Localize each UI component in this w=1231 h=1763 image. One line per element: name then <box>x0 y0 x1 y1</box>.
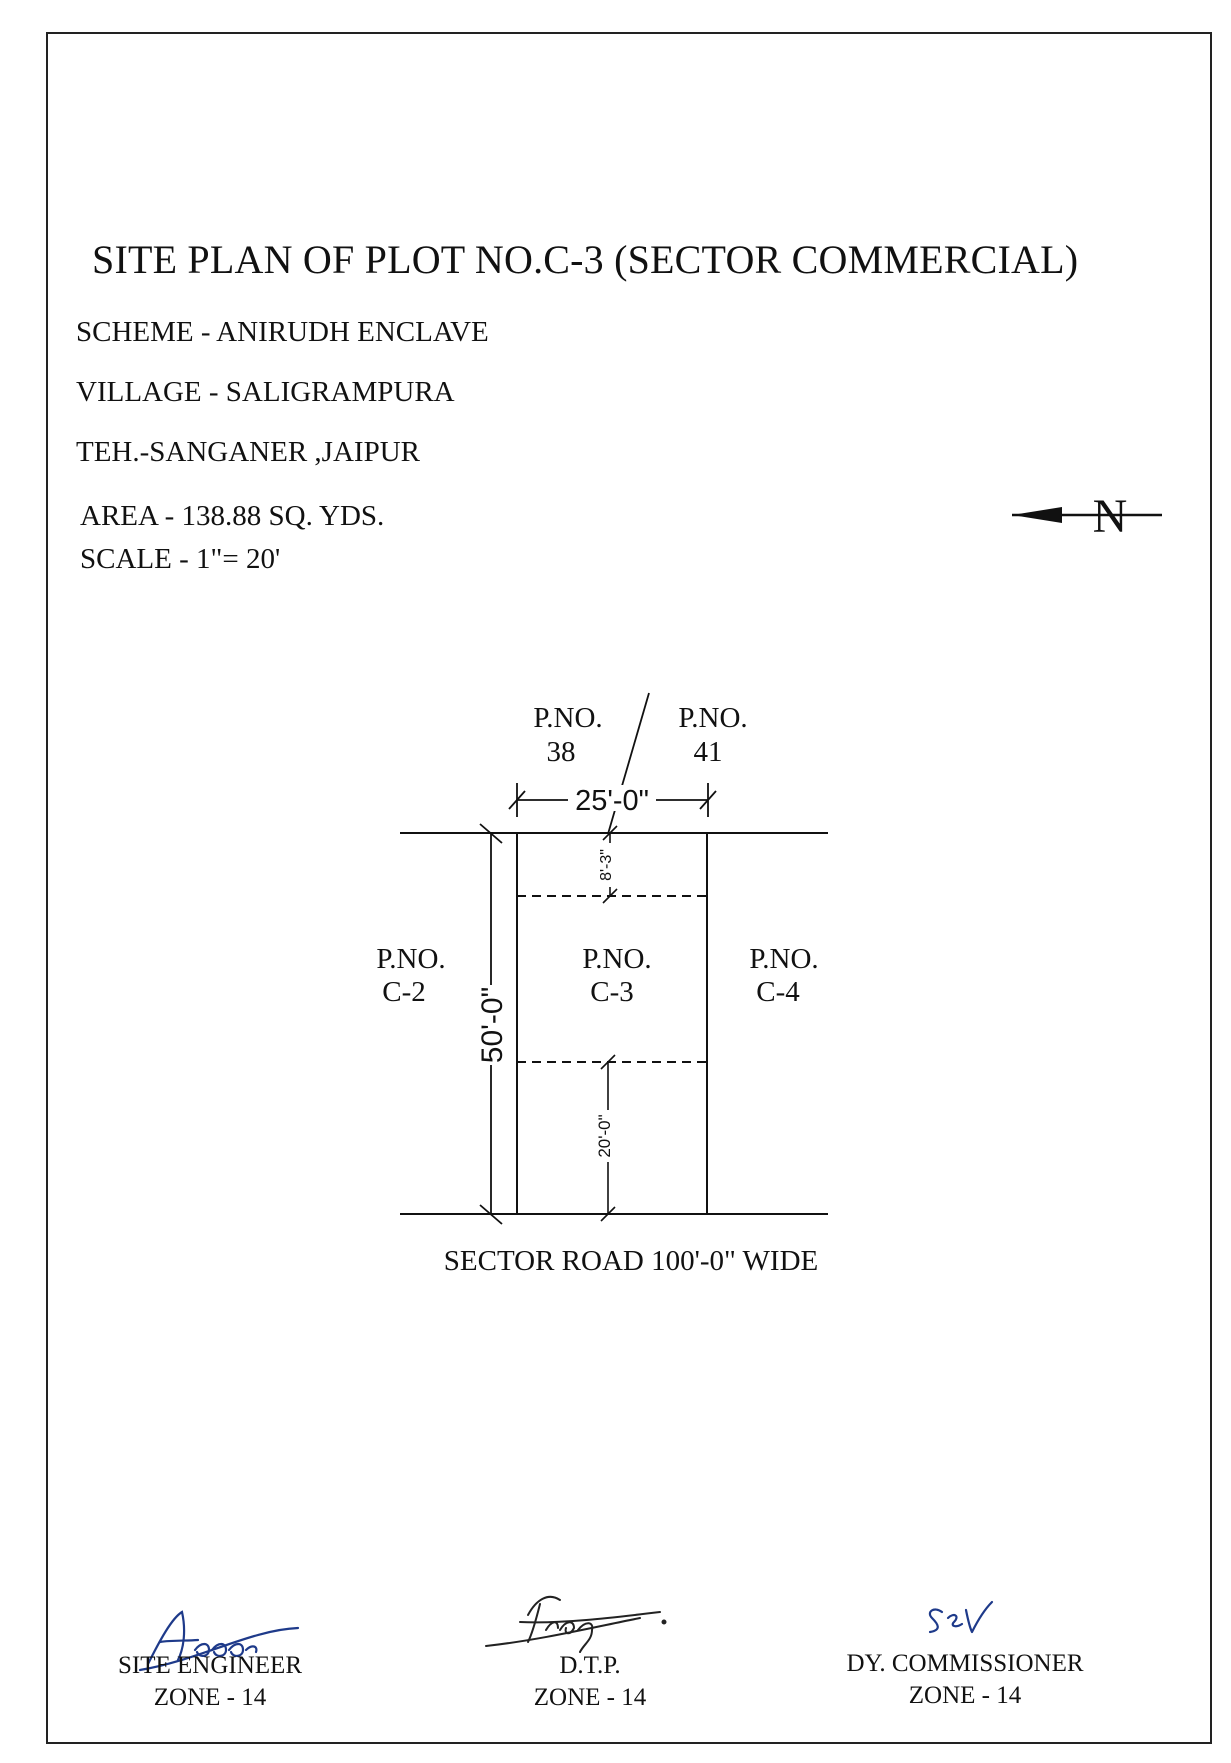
site-engineer-block <box>92 1650 328 1714</box>
plot-c3-label: P.NO. <box>582 943 652 975</box>
plot-c2-label: P.NO. <box>376 943 446 975</box>
plot-c3-number: C-3 <box>590 976 634 1008</box>
dy-commissioner-block <box>820 1648 1110 1712</box>
depth-dimension <box>476 824 509 1224</box>
plot-41-number: 41 <box>693 736 723 768</box>
width-dimension-text: 25'-0" <box>575 785 649 817</box>
scale-line: SCALE - 1"= 20' <box>80 543 281 575</box>
page-title: SITE PLAN OF PLOT NO.C-3 (SECTOR COMMERCIAL) <box>92 237 1079 282</box>
plot-c4-label: P.NO. <box>749 943 819 975</box>
scheme-line: SCHEME - ANIRUDH ENCLAVE <box>76 316 489 348</box>
dtp-title: D.T.P. <box>559 1652 621 1679</box>
dy-commissioner-zone: ZONE - 14 <box>908 1682 1022 1709</box>
width-dimension <box>509 783 716 817</box>
village-line: VILLAGE - SALIGRAMPURA <box>76 376 455 408</box>
dtp-signature <box>486 1597 666 1652</box>
rear-setback-dimension <box>598 826 617 903</box>
rear-setback-text: 8'-3" <box>598 849 615 881</box>
dy-commissioner-title: DY. COMMISSIONER <box>846 1650 1084 1677</box>
plot-38-number: 38 <box>546 736 576 768</box>
site-engineer-title: SITE ENGINEER <box>118 1652 302 1679</box>
dtp-zone: ZONE - 14 <box>533 1684 647 1711</box>
depth-dimension-text: 50'-0" <box>476 986 509 1064</box>
north-arrow <box>1012 490 1162 543</box>
plot-c4-number: C-4 <box>756 976 800 1008</box>
site-engineer-zone: ZONE - 14 <box>153 1684 267 1711</box>
front-setback-text: 20'-0" <box>595 1114 614 1158</box>
north-label: N <box>1092 490 1128 543</box>
plot-41-label: P.NO. <box>678 702 748 734</box>
arrowhead-icon <box>1012 507 1062 523</box>
tehsil-line: TEH.-SANGANER ,JAIPUR <box>76 436 420 468</box>
dy-commissioner-signature <box>930 1602 992 1632</box>
road-label: SECTOR ROAD 100'-0" WIDE <box>443 1245 819 1277</box>
front-setback-dimension <box>595 1055 615 1221</box>
dtp-block <box>500 1650 680 1714</box>
plot-38-label: P.NO. <box>533 702 603 734</box>
plot-c2-number: C-2 <box>382 976 426 1008</box>
area-line: AREA - 138.88 SQ. YDS. <box>80 500 385 532</box>
